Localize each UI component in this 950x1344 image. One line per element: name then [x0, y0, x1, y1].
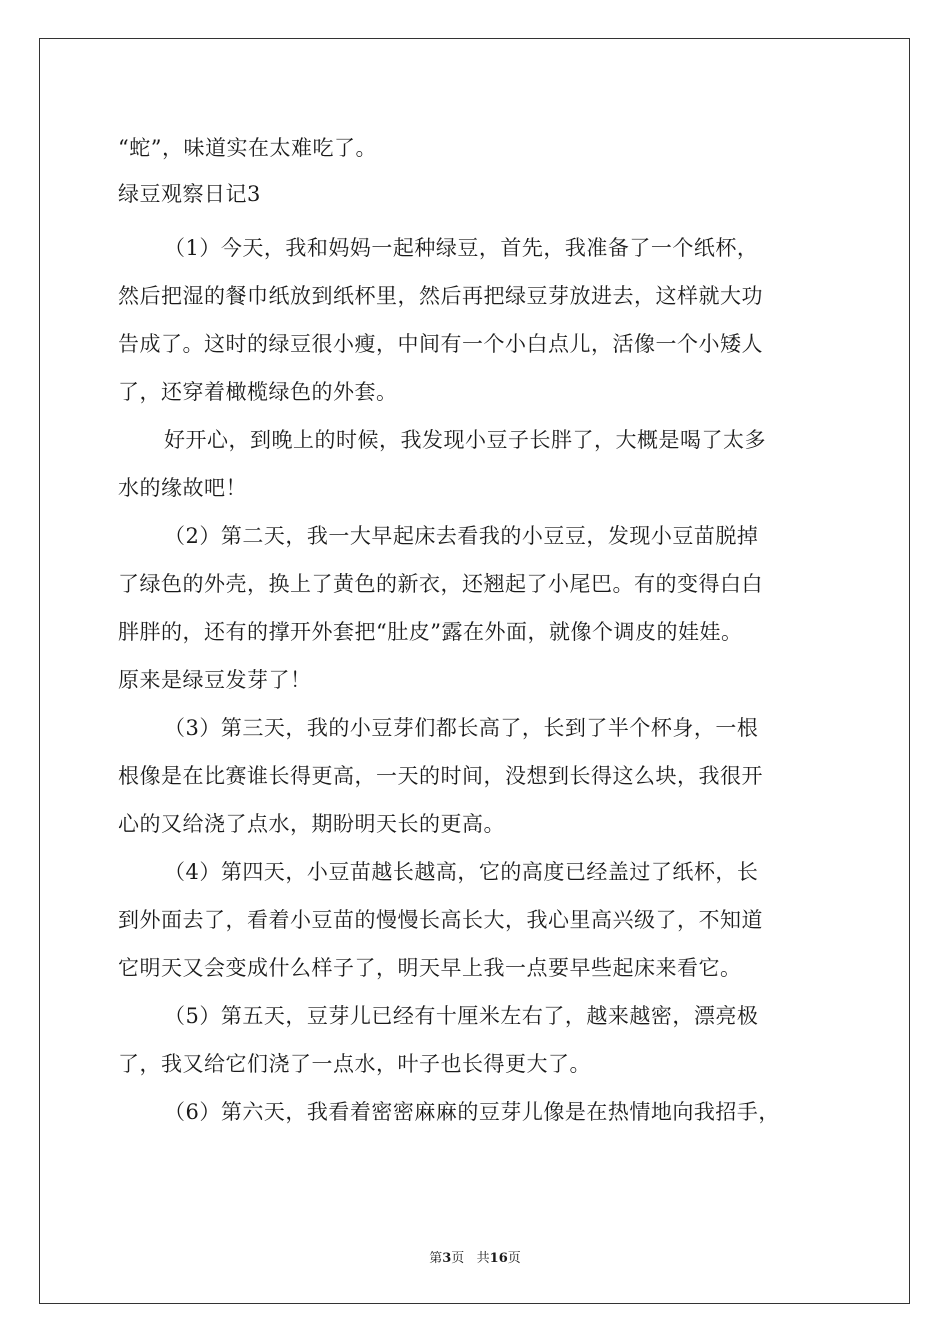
paragraph-line: “蛇”，味道实在太难吃了。 [118, 136, 377, 160]
paragraph-line: 了绿色的外壳，换上了黄色的新衣，还翘起了小尾巴。有的变得白白 [118, 572, 763, 596]
paragraph-line: 它明天又会变成什么样子了，明天早上我一点要早些起床来看它。 [118, 956, 742, 980]
footer-total-pages: 16 [489, 1251, 508, 1266]
paragraph-line: （3）第三天，我的小豆芽们都长高了，长到了半个杯身，一根 [164, 716, 759, 740]
paragraph-line: （6）第六天，我看着密密麻麻的豆芽儿像是在热情地向我招手， [164, 1100, 780, 1124]
paragraph-line: 了，我又给它们浇了一点水，叶子也长得更大了。 [118, 1052, 591, 1076]
footer-page-number: 3 [442, 1251, 452, 1266]
section-heading: 绿豆观察日记3 [118, 182, 261, 206]
footer-prefix: 第 [429, 1251, 443, 1266]
paragraph-line: 心的又给浇了点水，期盼明天长的更高。 [118, 812, 505, 836]
paragraph-line: （2）第二天，我一大早起床去看我的小豆豆，发现小豆苗脱掉 [164, 524, 759, 548]
footer-mid: 页 共 [451, 1251, 490, 1266]
paragraph-line: （4）第四天，小豆苗越长越高，它的高度已经盖过了纸杯，长 [164, 860, 759, 884]
page-footer [0, 1247, 950, 1266]
paragraph-line: （1）今天，我和妈妈一起种绿豆，首先，我准备了一个纸杯， [164, 236, 759, 260]
paragraph-line: 根像是在比赛谁长得更高，一天的时间，没想到长得这么块，我很开 [118, 764, 763, 788]
paragraph-line: 到外面去了，看着小豆苗的慢慢长高长大，我心里高兴级了，不知道 [118, 908, 763, 932]
footer-suffix: 页 [507, 1251, 521, 1266]
paragraph-line: 然后把湿的餐巾纸放到纸杯里，然后再把绿豆芽放进去，这样就大功 [118, 284, 763, 308]
document-body [118, 124, 838, 1136]
paragraph-line: 原来是绿豆发芽了！ [118, 668, 312, 692]
paragraph-line: 了，还穿着橄榄绿色的外套。 [118, 380, 398, 404]
paragraph-line: 胖胖的，还有的撑开外套把“肚皮”露在外面，就像个调皮的娃娃。 [118, 620, 743, 644]
paragraph-line: 好开心，到晚上的时候，我发现小豆子长胖了，大概是喝了太多 [164, 428, 766, 452]
paragraph-line: 告成了。这时的绿豆很小瘦，中间有一个小白点儿，活像一个小矮人 [118, 332, 763, 356]
paragraph-line: 水的缘故吧！ [118, 476, 247, 500]
paragraph-line: （5）第五天，豆芽儿已经有十厘米左右了，越来越密，漂亮极 [164, 1004, 759, 1028]
